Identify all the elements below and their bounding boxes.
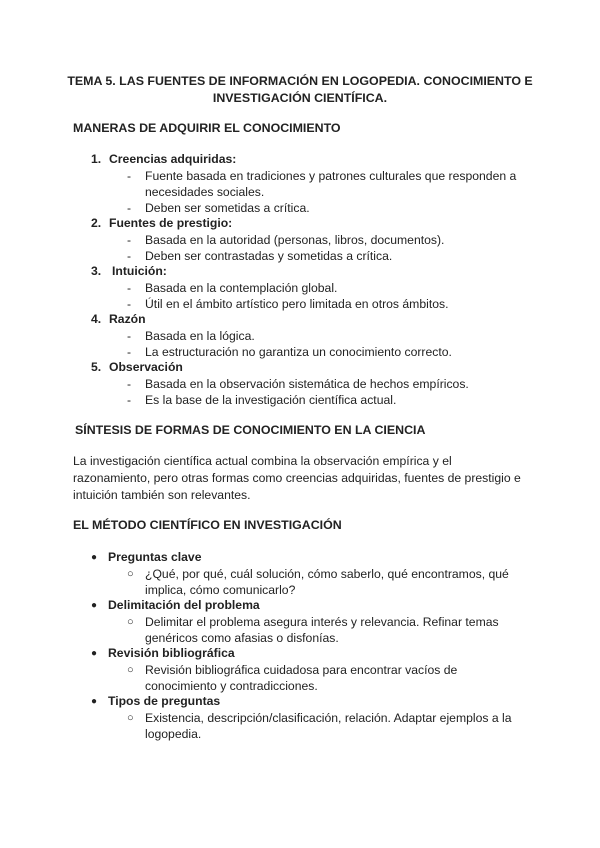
circle-point — [127, 614, 527, 646]
item-number: 5. — [91, 360, 102, 374]
document-title: TEMA 5. LAS FUENTES DE INFORMACIÓN EN LOGOPEDIA. CONOCIMIENTO E INVESTIGACIÓN CIENTÍFICA. — [67, 74, 533, 105]
item-number: 4. — [91, 312, 102, 326]
point-text: Fuente basada en tradiciones y patrones culturales que responden a necesidades sociales. — [145, 169, 517, 199]
hollow-bullet-icon: ○ — [127, 616, 134, 628]
dash-point — [127, 248, 527, 264]
point-text: Existencia, descripción/clasificación, relación. Adaptar ejemplos a la logopedia. — [145, 711, 512, 741]
dash-point — [127, 168, 527, 200]
circle-point — [127, 566, 527, 598]
dash-bullet-icon: - — [127, 233, 132, 247]
dash-point — [127, 296, 527, 312]
bullet-label: Revisión bibliográfica — [108, 646, 235, 660]
point-text: Revisión bibliográfica cuidadosa para encontrar vacíos de conocimiento y contradicciones. — [145, 663, 458, 693]
dash-bullet-icon: - — [127, 201, 132, 215]
dash-bullet-icon: - — [127, 329, 132, 343]
dash-bullet-icon: - — [127, 345, 132, 359]
dash-bullet-icon: - — [127, 281, 132, 295]
circle-point — [127, 710, 527, 742]
bullet-item — [91, 646, 235, 660]
dash-bullet-icon: - — [127, 393, 132, 407]
numbered-item — [91, 216, 232, 230]
filled-bullet-icon: ● — [91, 552, 98, 563]
item-label: Fuentes de prestigio: — [109, 216, 233, 230]
point-text: Deben ser sometidas a crítica. — [145, 201, 310, 215]
point-text: La estructuración no garantiza un conocimiento correcto. — [145, 345, 452, 359]
dash-bullet-icon: - — [127, 297, 132, 311]
filled-bullet-icon: ● — [91, 696, 98, 707]
filled-bullet-icon: ● — [91, 648, 98, 659]
dash-point — [127, 376, 527, 392]
item-number: 2. — [91, 216, 102, 230]
bullet-item — [91, 598, 260, 612]
point-text: Basada en la observación sistemática de hechos empíricos. — [145, 377, 469, 391]
item-label: Razón — [109, 312, 146, 326]
item-number: 3. — [91, 264, 102, 278]
hollow-bullet-icon: ○ — [127, 664, 134, 676]
hollow-bullet-icon: ○ — [127, 568, 134, 580]
dash-point — [127, 200, 527, 216]
numbered-item — [91, 152, 236, 166]
dash-point — [127, 232, 527, 248]
section-heading-metodo: EL MÉTODO CIENTÍFICO EN INVESTIGACIÓN — [73, 518, 342, 532]
numbered-item — [91, 264, 167, 278]
item-label: Observación — [109, 360, 183, 374]
point-text: Basada en la lógica. — [145, 329, 255, 343]
bullet-label: Preguntas clave — [108, 550, 202, 564]
item-number: 1. — [91, 152, 102, 166]
point-text: Es la base de la investigación científica actual. — [145, 393, 397, 407]
bullet-label: Tipos de preguntas — [108, 694, 221, 708]
dash-point — [127, 392, 527, 408]
dash-point — [127, 328, 527, 344]
synthesis-paragraph: La investigación científica actual combina la observación empírica y el razonamiento, pero otras formas como creencias adquiridas, fuentes de prestigio e intuición también son relevantes. — [73, 454, 521, 502]
dash-point — [127, 344, 527, 360]
numbered-item — [91, 360, 183, 374]
circle-point — [127, 662, 527, 694]
dash-bullet-icon: - — [127, 377, 132, 391]
point-text: Basada en la autoridad (personas, libros, documentos). — [145, 233, 445, 247]
bullet-item — [91, 694, 220, 708]
point-text: Deben ser contrastadas y sometidas a crítica. — [145, 249, 393, 263]
item-label: Creencias adquiridas: — [109, 152, 237, 166]
numbered-item — [91, 312, 146, 326]
point-text: Delimitar el problema asegura interés y relevancia. Refinar temas genéricos como afasias o disfonías. — [145, 615, 499, 645]
bullet-label: Delimitación del problema — [108, 598, 260, 612]
section-heading-sintesis: SÍNTESIS DE FORMAS DE CONOCIMIENTO EN LA CIENCIA — [75, 423, 426, 437]
point-text: Útil en el ámbito artístico pero limitada en otros ámbitos. — [145, 297, 449, 311]
hollow-bullet-icon: ○ — [127, 712, 134, 724]
item-label: Intuición: — [112, 264, 167, 278]
point-text: ¿Qué, por qué, cuál solución, cómo saberlo, qué encontramos, qué implica, cómo comunicarlo? — [145, 567, 509, 597]
section-heading-maneras: MANERAS DE ADQUIRIR EL CONOCIMIENTO — [73, 121, 341, 135]
dash-point — [127, 280, 527, 296]
dash-bullet-icon: - — [127, 249, 132, 263]
point-text: Basada en la contemplación global. — [145, 281, 338, 295]
filled-bullet-icon: ● — [91, 600, 98, 611]
bullet-item — [91, 550, 201, 564]
dash-bullet-icon: - — [127, 169, 132, 183]
